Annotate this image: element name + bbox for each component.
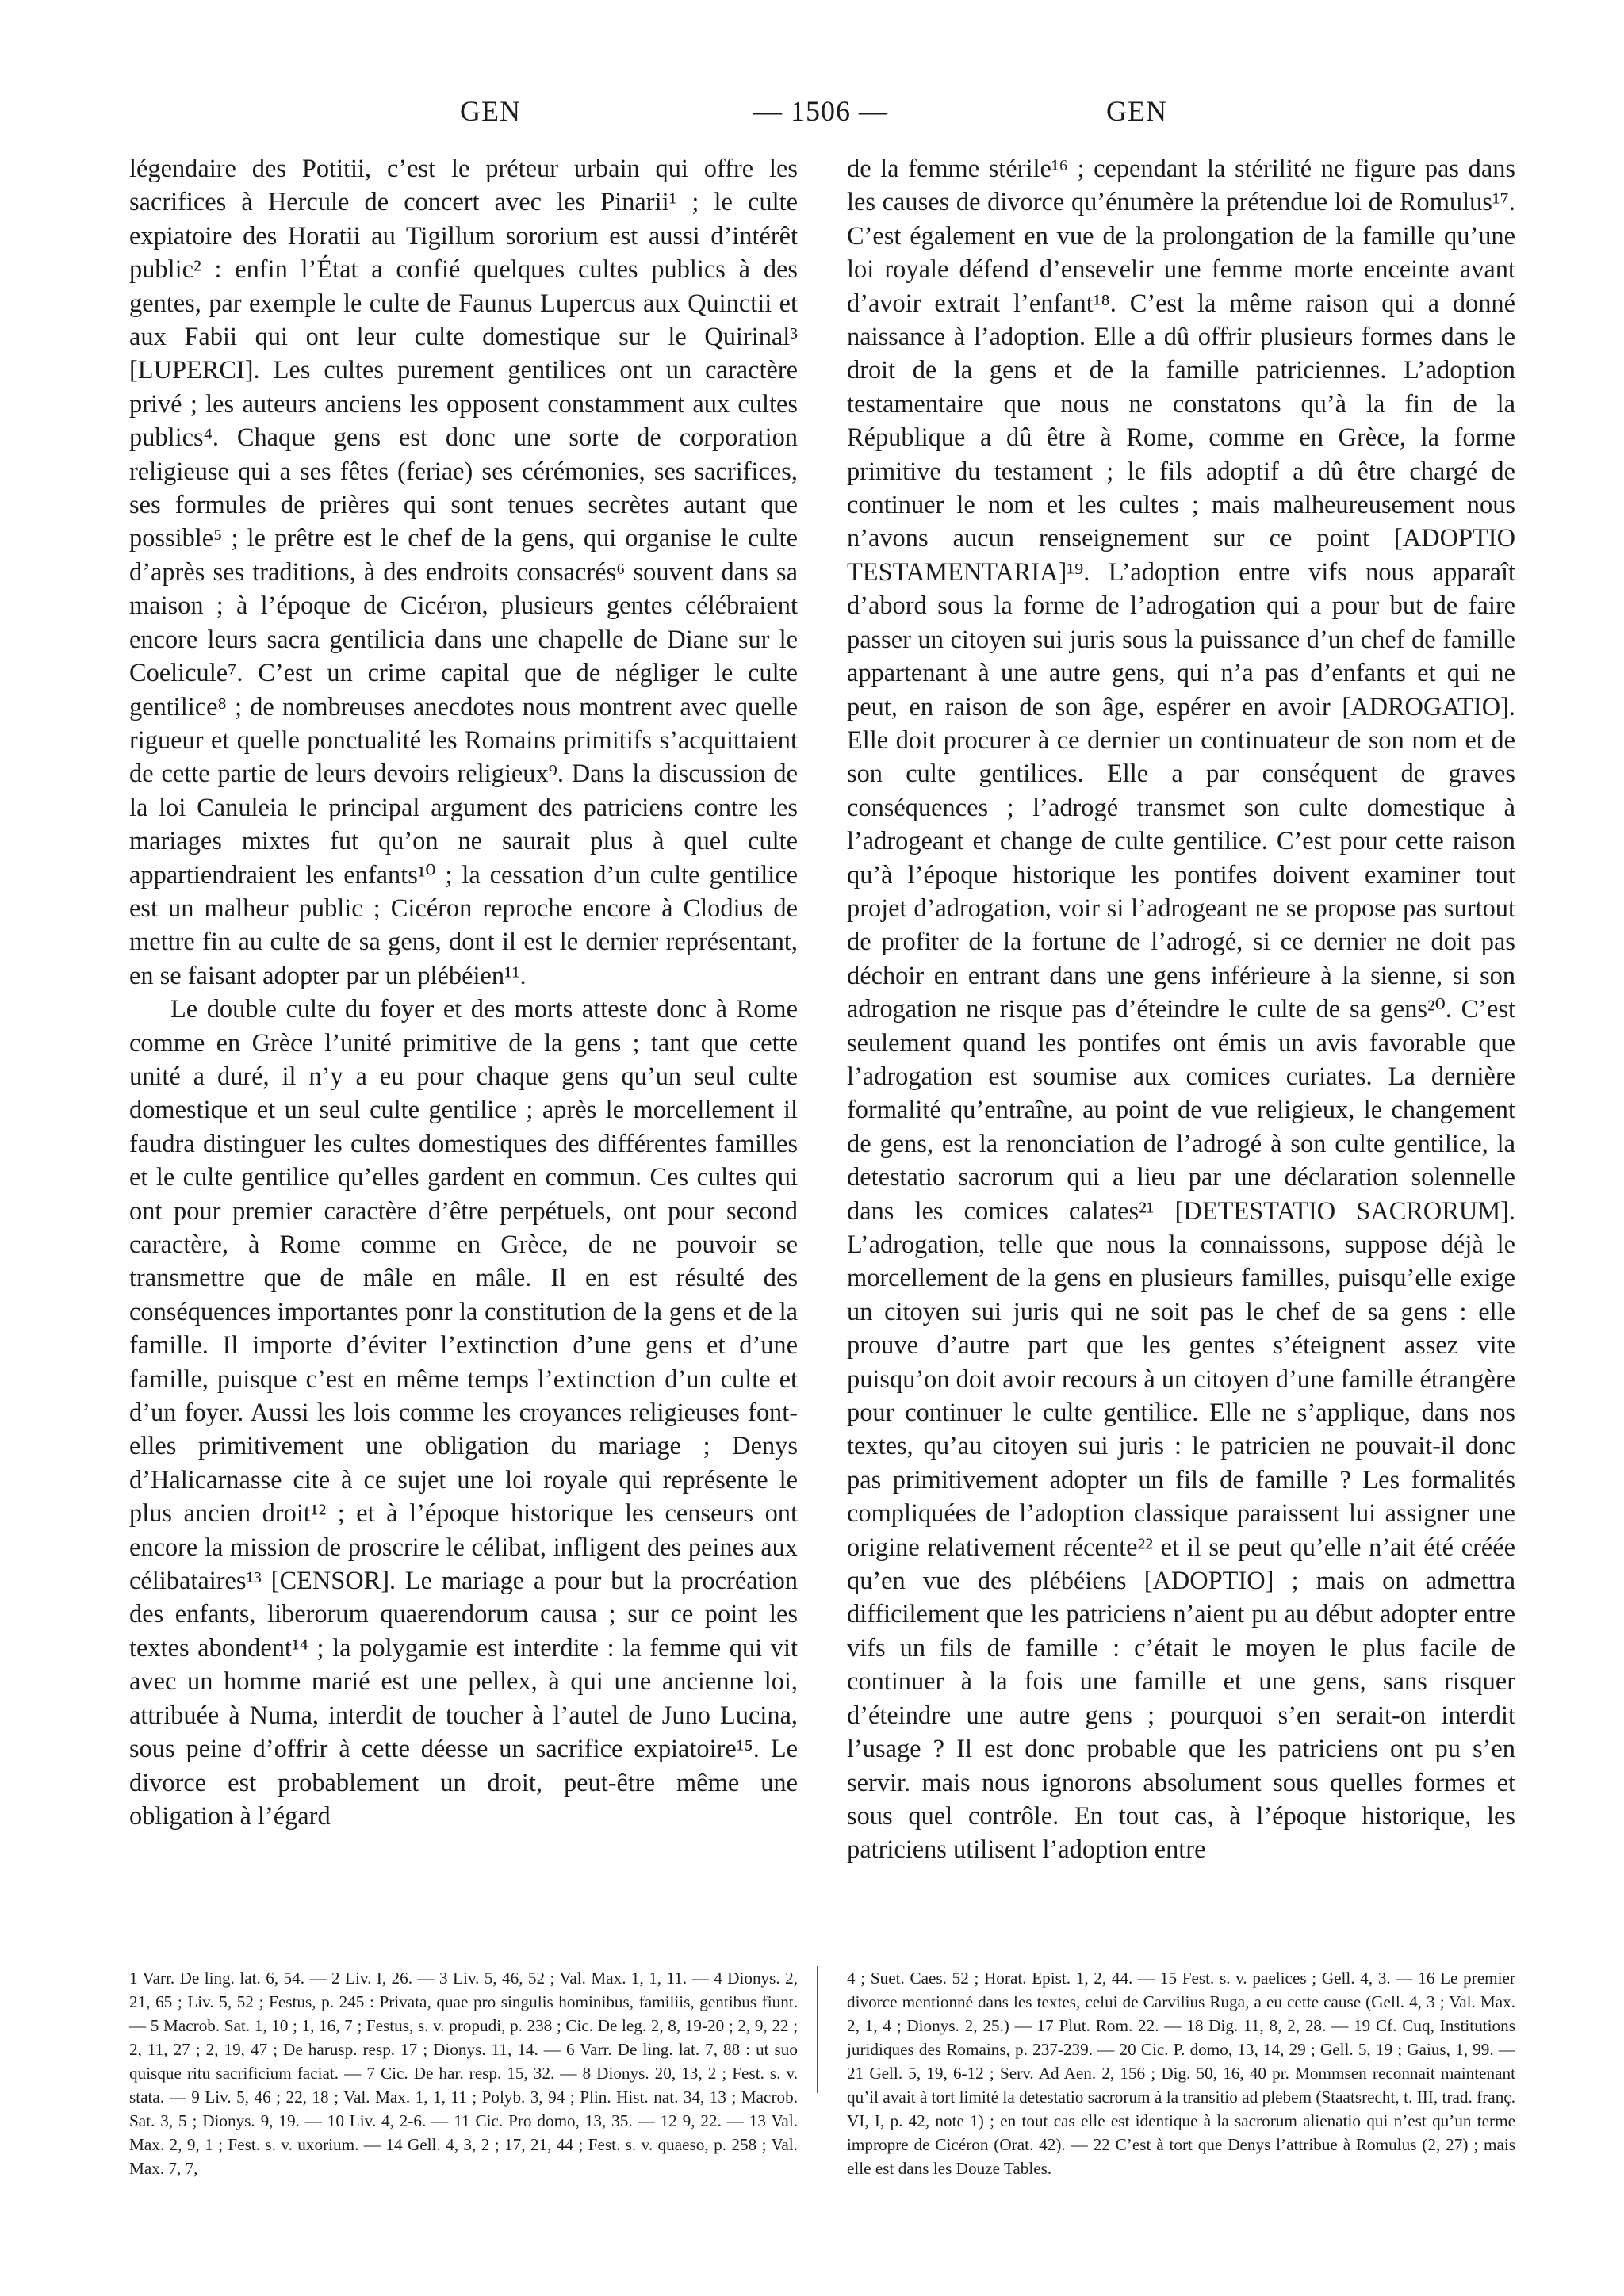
running-head-left: GEN — [460, 95, 521, 127]
running-head-right: GEN — [1106, 95, 1167, 127]
page-number: — 1506 — — [753, 95, 888, 127]
left-paragraph-1: légendaire des Potitii, c’est le préteur urbain qui offre les sacrifices à Hercule de concert avec les Pinarii¹ ; le culte expiatoire des Horatii au Tigillum sororium est aussi d’intérêt public² : enfin l’État a confié quelques cultes publics à des gentes, par exemple le culte de Faunus Lupercus aux Quinctii et aux Fabii qui ont leur culte domestique sur le Quirinal³ [LUPERCI]. Les cultes purement gentilices ont un caractère privé ; les auteurs anciens les opposent constamment aux cultes publics⁴. Chaque gens est donc une sorte de corporation religieuse qui a ses fêtes (feriae) ses cérémonies, ses sacrifices, ses formules de prières qui sont tenues secrètes autant que possible⁵ ; le prêtre est le chef de la gens, qui organise le culte d’après ses traditions, à des endroits consacrés⁶ souvent dans sa maison ; à l’époque de Cicéron, plusieurs gentes célébraient encore leurs sacra gentilicia dans une chapelle de Diane sur le Coelicule⁷. C’est un crime capital que de négliger le culte gentilice⁸ ; de nombreuses anecdotes nous montrent avec quelle rigueur et quelle ponctualité les Romains primitifs s’acquittaient de cette partie de leurs devoirs religieux⁹. Dans la discussion de la loi Canuleia le principal argument des patriciens contre les mariages mixtes fut qu’on ne saurait plus à quel culte appartiendraient les enfants¹⁰ ; la cessation d’un culte gentilice est un malheur public ; Cicéron reproche encore à Clodius de mettre fin au culte de sa gens, dont il est le dernier représentant, en se faisant adopter par un plébéien¹¹. — [129, 155, 798, 990]
footnotes-left: 1 Varr. De ling. lat. 6, 54. — 2 Liv. I, 26. — 3 Liv. 5, 46, 52 ; Val. Max. 1, 1, 11. — 4 Dionys. 2, 21, 65 ; Liv. 5, 52 ; Festus, p. 245 : Privata, quae pro singulis hominibus, familiis, gentibus fiunt. — 5 Macrob. Sat. 1, 10 ; 1, 16, 7 ; Festus, s. v. propudi, p. 238 ; Cic. De leg. 2, 8, 19-20 ; 2, 9, 22 ; 2, 11, 27 ; 2, 19, 47 ; De harusp. resp. 17 ; Dionys. 11, 14. — 6 Varr. De ling. lat. 7, 88 : ut suo quisque ritu sacrificium faciat. — 7 Cic. De har. resp. 15, 32. — 8 Dionys. 20, 13, 2 ; Fest. s. v. stata. — 9 Liv. 5, 46 ; 22, 18 ; Val. Max. 1, 1, 11 ; Polyb. 3, 94 ; Plin. Hist. nat. 34, 13 ; Macrob. Sat. 3, 5 ; Dionys. 9, 19. — 10 Liv. 4, 2-6. — 11 Cic. Pro domo, 13, 35. — 12 9, 22. — 13 Val. Max. 2, 9, 1 ; Fest. s. v. uxorium. — 14 Gell. 4, 3, 2 ; 17, 21, 44 ; Fest. s. v. quaeso, p. 258 ; Val. Max. 7, 7, — [129, 1969, 798, 2178]
right-column — [847, 152, 1515, 1867]
footnote-divider — [817, 1966, 818, 2093]
right-paragraph-1: de la femme stérile¹⁶ ; cependant la stérilité ne figure pas dans les causes de divorce qu’énumère la prétendue loi de Romulus¹⁷. C’est également en vue de la prolongation de la famille qu’une loi royale défend d’ensevelir une femme morte enceinte avant d’avoir extrait l’enfant¹⁸. C’est la même raison qui a donné naissance à l’adoption. Elle a dû offrir plusieurs formes dans le droit de la gens et de la famille patriciennes. L’adoption testamentaire que nous ne constatons qu’à la fin de la République a dû être à Rome, comme en Grèce, la forme primitive du testament ; le fils adoptif a dû être chargé de continuer le nom et les cultes ; mais malheureusement nous n’avons aucun renseignement sur ce point [ADOPTIO TESTAMENTARIA]¹⁹. L’adoption entre vifs nous apparaît d’abord sous la forme de l’adrogation qui a pour but de faire passer un citoyen sui juris sous la puissance d’un chef de famille appartenant à une autre gens, qui n’a pas d’enfants et qui ne peut, en raison de son âge, espérer en avoir [ADROGATIO]. Elle doit procurer à ce dernier un continuateur de son nom et de son culte gentilices. Elle a par conséquent de graves conséquences ; l’adrogé transmet son culte domestique à l’adrogeant et change de culte gentilice. C’est pour cette raison qu’à l’époque historique les pontifes doivent examiner tout projet d’adrogation, voir si l’adrogeant ne se propose pas surtout de profiter de la fortune de l’adrogé, si ce dernier ne doit pas déchoir en entrant dans une gens inférieure à la sienne, si son adrogation ne risque pas d’éteindre le culte de sa gens²⁰. C’est seulement quand les pontifes ont émis un avis favorable que l’adrogation est soumise aux comices curiates. La dernière formalité qu’entraîne, au point de vue religieux, le changement de gens, est la renonciation de l’adrogé à son culte gentilice, la detestatio sacrorum qui a lieu par une déclaration solennelle dans les comices calates²¹ [DETESTATIO SACRORUM]. L’adrogation, telle que nous la connaissons, suppose déjà le morcellement de la gens en plusieurs familles, puisqu’elle exige un citoyen sui juris qui ne soit pas le chef de sa gens : elle prouve d’autre part que les gentes s’éteignent assez vite puisqu’on doit avoir recours à un citoyen d’une famille étrangère pour continuer le culte gentilice. Elle ne s’applique, dans nos textes, qu’au citoyen sui juris : le patricien ne pouvait-il donc pas primitivement adopter un fils de famille ? Les formalités compliquées de l’adoption classique paraissent lui assigner une origine relativement récente²² et il se peut qu’elle n’ait été créée qu’en vue des plébéiens [ADOPTIO] ; mais on admettra difficilement que les patriciens n’aient pu au début adopter entre vifs un fils de famille : c’était le moyen le plus facile de continuer à la fois une famille et une gens, sans risquer d’éteindre une autre gens ; pourquoi s’en serait-on interdit l’usage ? Il est donc probable que les patriciens ont pu s’en servir. mais nous ignorons absolument sous quelles formes et sous quel contrôle. En tout cas, à l’époque historique, les patriciens utilisent l’adoption entre — [847, 155, 1515, 1865]
left-column — [129, 152, 798, 1833]
left-paragraph-2: Le double culte du foyer et des morts atteste donc à Rome comme en Grèce l’unité primitive de la gens ; tant que cette unité a duré, il n’y a eu pour chaque gens qu’un seul culte domestique et un seul culte gentilice ; après le morcellement il faudra distinguer les cultes domestiques des différentes familles et le culte gentilice qu’elles gardent en commun. Ces cultes qui ont pour premier caractère d’être perpétuels, ont pour second caractère, à Rome comme en Grèce, de ne pouvoir se transmettre que de mâle en mâle. Il en est résulté des conséquences importantes ponr la constitution de la gens et de la famille. Il importe d’éviter l’extinction d’une gens et d’une famille, puisque c’est en même temps l’extinction d’un culte et d’un foyer. Aussi les lois comme les croyances religieuses font-elles primitivement une obligation du mariage ; Denys d’Halicarnasse cite à ce sujet une loi royale qui représente le plus ancien droit¹² ; et à l’époque historique les censeurs ont encore la mission de proscrire le célibat, infligent des peines aux célibataires¹³ [CENSOR]. Le mariage a pour but la procréation des enfants, liberorum quaerendorum causa ; sur ce point les textes abondent¹⁴ ; la polygamie est interdite : la femme qui vit avec un homme marié est une pellex, à qui une ancienne loi, attribuée à Numa, interdit de toucher à l’autel de Juno Lucina, sous peine d’offrir à cette déesse un sacrifice expiatoire¹⁵. Le divorce est probablement un droit, peut-être même une obligation à l’égard — [129, 995, 798, 1831]
footnotes-right: 4 ; Suet. Caes. 52 ; Horat. Epist. 1, 2, 44. — 15 Fest. s. v. paelices ; Gell. 4, 3. — 16 Le premier divorce mentionné dans les textes, celui de Carvilius Ruga, a eu cette cause (Gell. 4, 3 ; Val. Max. 2, 1, 4 ; Dionys. 2, 25.) — 17 Plut. Rom. 22. — 18 Dig. 11, 8, 2, 28. — 19 Cf. Cuq, Institutions juridiques des Romains, p. 237-239. — 20 Cic. P. domo, 13, 14, 29 ; Gell. 5, 19 ; Gaius, 1, 99. — 21 Gell. 5, 19, 6-12 ; Serv. Ad Aen. 2, 156 ; Dig. 50, 16, 40 pr. Mommsen reconnait maintenant qu’il avait à tort limité la detestatio sacrorum à la transitio ad plebem (Staatsrecht, t. III, trad. franç. VI, I, p. 42, note 1) ; en tout cas elle est identique à la sacrorum alienatio qui n’est qu’un terme impropre de Cicéron (Orat. 42). — 22 C’est à tort que Denys l’attribue à Romulus (2, 27) ; mais elle est dans les Douze Tables. — [847, 1969, 1515, 2178]
